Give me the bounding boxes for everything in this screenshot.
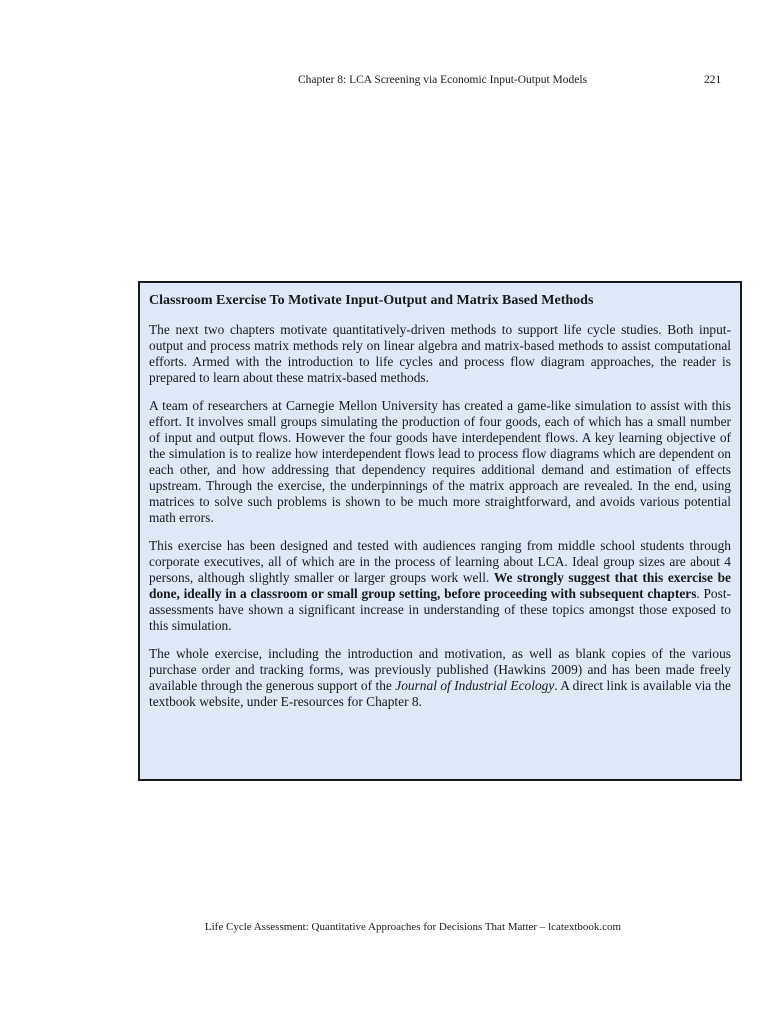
box-paragraph-2: A team of researchers at Carnegie Mellon University has created a game-like simulation to assist with this effort. It involves small groups simulating the production of four goods, each of which has a small number of input and output flows. However the four goods have interdependent flows. A key learning objective of the simulation is to realize how interdependent flows lead to process flow diagrams which are dependent on each other, and how addressing that dependency requires additional demand and estimation of effects upstream. Through the exercise, the underpinnings of the matrix approach are revealed. In the end, using matrices to solve such problems is shown to be much more straightforward, and avoids various potential math errors. xyxy=(149,398,731,525)
box-paragraph-3 xyxy=(149,538,731,634)
classroom-exercise-box xyxy=(138,281,742,781)
box-paragraph-1: The next two chapters motivate quantitatively-driven methods to support life cycle studies. Both input-output and process matrix methods rely on linear algebra and matrix-based methods to assist computational efforts. Armed with the introduction to life cycles and process flow diagram approaches, the reader is prepared to learn about these matrix-based methods. xyxy=(149,322,731,385)
journal-name: Journal of Industrial Ecology xyxy=(395,678,555,693)
paragraph-4-intro: The whole exercise, including the introduction and motivation, as well as blank copies of the various purchase order and tracking forms, was previously published (Hawkins 2009) and has been made freely available through the generous support of the xyxy=(149,646,731,693)
paragraph-4-outro: . A direct link is available via the textbook website, under E-resources for Chapter 8. xyxy=(149,678,731,709)
box-paragraph-4 xyxy=(149,646,731,710)
strong-recommendation: We strongly suggest that this exercise be done, ideally in a classroom or small group setting, before proceeding with subsequent chapters xyxy=(149,570,731,601)
box-title: Classroom Exercise To Motivate Input-Output and Matrix Based Methods xyxy=(149,293,594,308)
paragraph-3-outro: . Post-assessments have shown a significant increase in understanding of these topics amongst those exposed to this simulation. xyxy=(149,586,731,633)
running-header xyxy=(0,74,768,92)
page-number: 221 xyxy=(704,74,722,86)
chapter-title: Chapter 8: LCA Screening via Economic Input-Output Models xyxy=(298,74,588,86)
paragraph-3-intro: This exercise has been designed and tested with audiences ranging from middle school students through corporate executives, all of which are in the process of learning about LCA. Ideal group sizes are about 4 persons, although slightly smaller or larger groups work well. xyxy=(149,538,731,585)
footer-text: Life Cycle Assessment: Quantitative Approaches for Decisions That Matter – lcatextbook.com xyxy=(204,921,622,933)
page-footer xyxy=(0,921,768,933)
